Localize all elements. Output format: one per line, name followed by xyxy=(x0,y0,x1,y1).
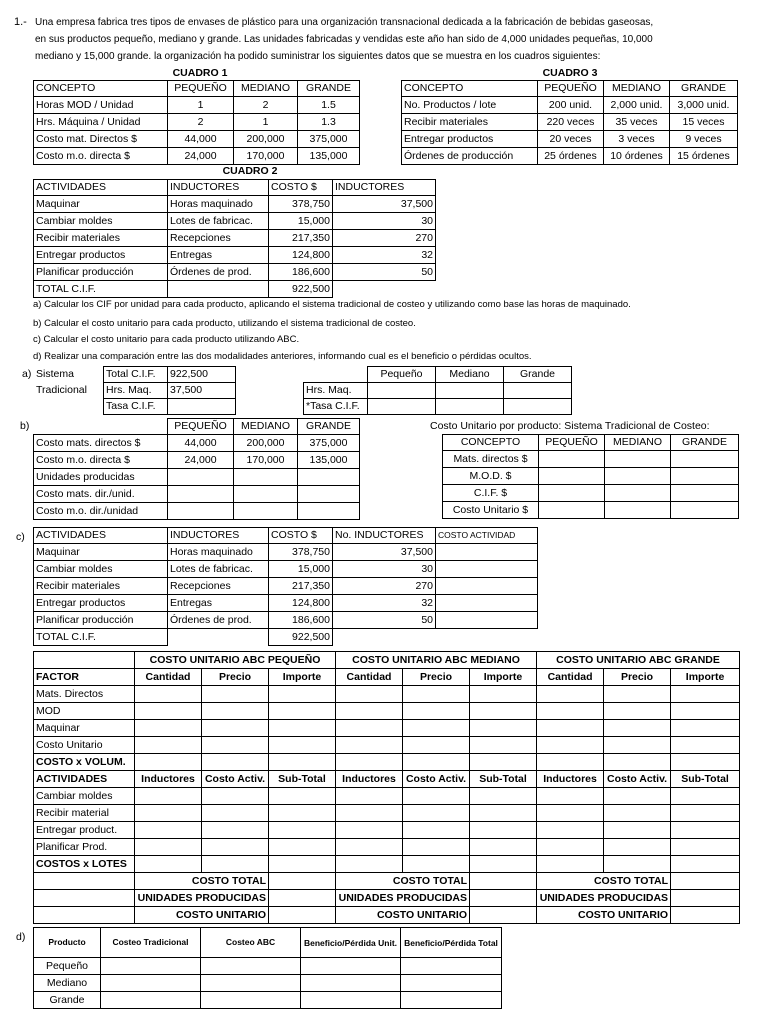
part-a-right-table xyxy=(303,366,572,415)
cell: No. Productos / lote xyxy=(402,97,538,114)
header-cell: Precio xyxy=(403,669,470,686)
table-row xyxy=(34,264,436,281)
header-cell: Costeo ABC xyxy=(201,928,301,958)
header-cell: COSTO $ xyxy=(269,180,333,196)
table-row xyxy=(402,114,738,131)
cell: Planificar producción xyxy=(34,264,168,281)
cell: 3,000 unid. xyxy=(670,97,738,114)
header-cell: No. INDUCTORES xyxy=(333,528,436,544)
table-header xyxy=(34,528,538,544)
table-row xyxy=(34,992,502,1009)
cell: 32 xyxy=(333,595,436,612)
problem-number: 1.- xyxy=(14,16,27,28)
header-cell: COSTO UNITARIO ABC GRANDE xyxy=(537,652,740,669)
abc-cost-table xyxy=(33,651,740,924)
cell: 32 xyxy=(333,247,436,264)
table-row xyxy=(34,213,436,230)
cell: Entregar productos xyxy=(34,247,168,264)
cuadro2-table xyxy=(33,179,436,298)
table-row xyxy=(34,230,436,247)
header-cell: INDUCTORES xyxy=(168,528,269,544)
problem-statement xyxy=(14,14,754,65)
table-row xyxy=(34,578,538,595)
total-row xyxy=(34,873,740,890)
table-row xyxy=(104,399,236,415)
cell: 3 veces xyxy=(604,131,670,148)
cell: Entregar productos xyxy=(402,131,538,148)
part-d-label: d) xyxy=(16,931,26,943)
cuadro3-title: CUADRO 3 xyxy=(542,67,598,79)
cuadro1-table xyxy=(33,80,360,165)
header-cell: PEQUEÑO xyxy=(168,81,234,97)
cell: Entregar product. xyxy=(34,822,135,839)
cell: Maquinar xyxy=(34,720,135,737)
cell: M.O.D. $ xyxy=(443,468,539,485)
cell: Horas maquinado xyxy=(168,196,269,213)
cell: C.I.F. $ xyxy=(443,485,539,502)
header-cell: Importe xyxy=(671,669,740,686)
cell: 2,000 unid. xyxy=(604,97,670,114)
cell: 37,500 xyxy=(333,544,436,561)
cell: 375,000 xyxy=(298,131,360,148)
cell: Total C.I.F. xyxy=(104,367,168,383)
cell: Mediano xyxy=(34,975,101,992)
cell: 170,000 xyxy=(234,148,298,165)
part-a-table xyxy=(103,366,236,415)
table-row xyxy=(443,502,739,519)
cell xyxy=(168,399,236,415)
cell: TOTAL C.I.F. xyxy=(34,281,168,298)
cell: Costo Unitario $ xyxy=(443,502,539,519)
table-row xyxy=(34,196,436,213)
cell: Recepciones xyxy=(168,230,269,247)
cell: 24,000 xyxy=(168,148,234,165)
header-cell: MEDIANO xyxy=(234,419,298,435)
header-cell: GRANDE xyxy=(671,435,739,451)
cell: Hrs. Maq. xyxy=(304,383,368,399)
part-a-label: a) xyxy=(22,368,32,380)
table-row xyxy=(34,469,360,486)
header-cell: PEQUEÑO xyxy=(168,419,234,435)
cell: 170,000 xyxy=(234,452,298,469)
cell: Costo m.o. directa $ xyxy=(34,452,168,469)
table-row xyxy=(402,131,738,148)
cell xyxy=(333,281,436,298)
cell: 922,500 xyxy=(168,367,236,383)
cell: 124,800 xyxy=(269,595,333,612)
cell: Hrs. Máquina / Unidad xyxy=(34,114,168,131)
table-row xyxy=(34,114,360,131)
cell: COSTO TOTAL xyxy=(537,873,671,890)
cell xyxy=(34,419,168,435)
cell: Costo m.o. directa $ xyxy=(34,148,168,165)
cell: 124,800 xyxy=(269,247,333,264)
cell: 375,000 xyxy=(298,435,360,452)
cell: COSTO TOTAL xyxy=(135,873,269,890)
header-cell: Inductores xyxy=(336,771,403,788)
cell: 50 xyxy=(333,264,436,281)
cell: 220 veces xyxy=(538,114,604,131)
part-c-label: c) xyxy=(16,531,25,543)
part-b-right-table xyxy=(442,434,739,519)
cell: 1.5 xyxy=(298,97,360,114)
header-cell: Sub-Total xyxy=(671,771,740,788)
problem-line: Una empresa fabrica tres tipos de envases de plástico para una organización transnacional dedicada a la fabricación de bebidas gaseosas, xyxy=(35,17,654,28)
problem-line: mediano y 15,000 grande. la organización ha podido suministrar los siguientes datos que se muestra en los cuadros siguientes: xyxy=(35,51,601,62)
cell: Órdenes de prod. xyxy=(168,264,269,281)
question-c: c) Calcular el costo unitario para cada producto utilizando ABC. xyxy=(33,334,300,345)
header-cell: GRANDE xyxy=(298,419,360,435)
table-header xyxy=(402,81,738,97)
cell: 9 veces xyxy=(670,131,738,148)
table-row xyxy=(34,686,740,703)
table-header xyxy=(34,928,502,958)
cell: Cambiar moldes xyxy=(34,213,168,230)
cell: 2 xyxy=(168,114,234,131)
cell: Mats. Directos xyxy=(34,686,135,703)
cell: Unidades producidas xyxy=(34,469,168,486)
cell: Entregar productos xyxy=(34,595,168,612)
header-cell: Inductores xyxy=(135,771,202,788)
header-cell: MEDIANO xyxy=(605,435,671,451)
table-row xyxy=(34,788,740,805)
cell: 24,000 xyxy=(168,452,234,469)
cuadro2-title: CUADRO 2 xyxy=(222,165,278,177)
table-row xyxy=(34,703,740,720)
cuadro1-title: CUADRO 1 xyxy=(172,67,228,79)
header-cell: Inductores xyxy=(537,771,604,788)
header-cell: PEQUEÑO xyxy=(538,81,604,97)
table-header xyxy=(34,180,436,196)
header-cell: CONCEPTO xyxy=(34,81,168,97)
cell: Planificar producción xyxy=(34,612,168,629)
cell: 217,350 xyxy=(269,230,333,247)
cell: UNIDADES PRODUCIDAS xyxy=(537,890,671,907)
header-cell: Precio xyxy=(202,669,269,686)
cell: 2 xyxy=(234,97,298,114)
cell: 37,500 xyxy=(168,383,236,399)
header-cell: PEQUEÑO xyxy=(539,435,605,451)
header-cell: CONCEPTO xyxy=(402,81,538,97)
header-cell: Importe xyxy=(470,669,537,686)
header-cell: COSTO ACTIVIDAD xyxy=(436,528,538,544)
header-cell: Cantidad xyxy=(537,669,604,686)
cell: 270 xyxy=(333,578,436,595)
table-row xyxy=(34,958,502,975)
cell: COSTO UNITARIO xyxy=(336,907,470,924)
header-cell: Sub-Total xyxy=(269,771,336,788)
table-row xyxy=(104,383,236,399)
table-row xyxy=(34,737,740,754)
cell: Mats. directos $ xyxy=(443,451,539,468)
cell: Tasa C.I.F. xyxy=(104,399,168,415)
cell: COSTO x VOLUM. xyxy=(34,754,135,771)
header-cell: Producto xyxy=(34,928,101,958)
cell: Recepciones xyxy=(168,578,269,595)
question-a: a) Calcular los CIF por unidad para cada producto, aplicando el sistema tradicional de costeo y utilizando como base las horas de maquinado. xyxy=(33,299,631,310)
header-cell: Costeo Tradicional xyxy=(101,928,201,958)
total-row xyxy=(34,890,740,907)
cell: Órdenes de prod. xyxy=(168,612,269,629)
header-cell: ACTIVIDADES xyxy=(34,771,135,788)
abc-sub-header xyxy=(34,771,740,788)
header-cell: Pequeño xyxy=(368,367,436,383)
table-row xyxy=(34,131,360,148)
cell: Horas MOD / Unidad xyxy=(34,97,168,114)
cell: 135,000 xyxy=(298,148,360,165)
table-header xyxy=(34,419,360,435)
header-cell: Cantidad xyxy=(135,669,202,686)
header-cell: ACTIVIDADES xyxy=(34,528,168,544)
table-row xyxy=(34,754,740,771)
table-row xyxy=(34,595,538,612)
cell: 135,000 xyxy=(298,452,360,469)
cell: Horas maquinado xyxy=(168,544,269,561)
header-cell: CONCEPTO xyxy=(443,435,539,451)
header-cell: GRANDE xyxy=(670,81,738,97)
table-row xyxy=(34,561,538,578)
table-row xyxy=(402,148,738,165)
cell: MOD xyxy=(34,703,135,720)
cell: Lotes de fabricac. xyxy=(168,213,269,230)
header-cell: Importe xyxy=(269,669,336,686)
header-cell: INDUCTORES xyxy=(168,180,269,196)
cell: 186,600 xyxy=(269,612,333,629)
cell: Hrs. Maq. xyxy=(104,383,168,399)
table-row xyxy=(34,544,538,561)
table-row xyxy=(34,148,360,165)
cell: 378,750 xyxy=(269,544,333,561)
table-row xyxy=(34,612,538,629)
cell: 200,000 xyxy=(234,435,298,452)
cell: 1.3 xyxy=(298,114,360,131)
cell xyxy=(168,281,269,298)
table-row xyxy=(402,97,738,114)
cell: Costo m.o. dir./unidad xyxy=(34,503,168,520)
cell xyxy=(304,367,368,383)
abc-group-header xyxy=(34,652,740,669)
table-row xyxy=(34,629,538,646)
cell: TOTAL C.I.F. xyxy=(34,629,168,646)
table-row xyxy=(34,975,502,992)
header-cell: INDUCTORES xyxy=(333,180,436,196)
header-cell: Sub-Total xyxy=(470,771,537,788)
cell: COSTO TOTAL xyxy=(336,873,470,890)
part-a-tradicional: Tradicional xyxy=(36,384,87,396)
header-cell: Beneficio/Pérdida Unit. xyxy=(301,928,401,958)
header-cell: Costo Activ. xyxy=(604,771,671,788)
header-cell: MEDIANO xyxy=(604,81,670,97)
problem-line: en sus productos pequeño, mediano y grande. Las unidades fabricadas y vendidas este año han sido de 4,000 unidades pequeñas, 10,000 xyxy=(35,34,653,45)
cell: 37,500 xyxy=(333,196,436,213)
abc-sub-header xyxy=(34,669,740,686)
cell: 1 xyxy=(234,114,298,131)
cell: Recibir materiales xyxy=(402,114,538,131)
cell: 922,500 xyxy=(269,281,333,298)
header-cell: FACTOR xyxy=(34,669,135,686)
cell: Grande xyxy=(34,992,101,1009)
table-row xyxy=(443,485,739,502)
cell: COSTOS x LOTES xyxy=(34,856,135,873)
cell: 44,000 xyxy=(168,435,234,452)
cell: UNIDADES PRODUCIDAS xyxy=(336,890,470,907)
table-header xyxy=(443,435,739,451)
cell: COSTO UNITARIO xyxy=(135,907,269,924)
header-cell: Precio xyxy=(604,669,671,686)
cell: 15 veces xyxy=(670,114,738,131)
cell: 922,500 xyxy=(269,629,333,646)
table-row xyxy=(34,720,740,737)
table-row xyxy=(34,503,360,520)
cell: 44,000 xyxy=(168,131,234,148)
cell: 270 xyxy=(333,230,436,247)
cell: Cambiar moldes xyxy=(34,561,168,578)
cell: 200 unid. xyxy=(538,97,604,114)
total-row xyxy=(34,907,740,924)
table-row xyxy=(34,97,360,114)
part-d-table xyxy=(33,927,502,1009)
header-cell: COSTO UNITARIO ABC PEQUEÑO xyxy=(135,652,336,669)
cell: 200,000 xyxy=(234,131,298,148)
cell: Entregas xyxy=(168,595,269,612)
cell: Costo mat. Directos $ xyxy=(34,131,168,148)
cell: 10 órdenes xyxy=(604,148,670,165)
table-row xyxy=(34,281,436,298)
cell: Órdenes de producción xyxy=(402,148,538,165)
table-row xyxy=(104,367,236,383)
cell: Costo mats. dir./unid. xyxy=(34,486,168,503)
table-header xyxy=(34,81,360,97)
table-header xyxy=(304,367,572,383)
table-row xyxy=(304,399,572,415)
cell: 15,000 xyxy=(269,561,333,578)
cell: 30 xyxy=(333,561,436,578)
cell: 30 xyxy=(333,213,436,230)
header-cell: Beneficio/Pérdida Total xyxy=(401,928,502,958)
cell: 50 xyxy=(333,612,436,629)
table-row xyxy=(304,383,572,399)
cell: Recibir materiales xyxy=(34,230,168,247)
table-row xyxy=(34,805,740,822)
cell: 186,600 xyxy=(269,264,333,281)
cell: 378,750 xyxy=(269,196,333,213)
part-b-right-title: Costo Unitario por producto: Sistema Tradicional de Costeo: xyxy=(430,420,710,432)
table-row xyxy=(34,822,740,839)
cuadro3-table xyxy=(401,80,738,165)
table-row xyxy=(34,856,740,873)
part-b-table xyxy=(33,418,360,520)
header-cell: COSTO $ xyxy=(269,528,333,544)
table-row xyxy=(443,468,739,485)
cell: 25 órdenes xyxy=(538,148,604,165)
header-cell: Costo Activ. xyxy=(202,771,269,788)
cell: Recibir materiales xyxy=(34,578,168,595)
cell: 35 veces xyxy=(604,114,670,131)
cell: Maquinar xyxy=(34,544,168,561)
cell: 15,000 xyxy=(269,213,333,230)
header-cell: ACTIVIDADES xyxy=(34,180,168,196)
header-cell: Costo Activ. xyxy=(403,771,470,788)
table-row xyxy=(34,839,740,856)
cell: 20 veces xyxy=(538,131,604,148)
header-cell: MEDIANO xyxy=(234,81,298,97)
question-b: b) Calcular el costo unitario para cada producto, utilizando el sistema tradicional de costeo. xyxy=(33,318,416,329)
cell: Costo mats. directos $ xyxy=(34,435,168,452)
cell: Entregas xyxy=(168,247,269,264)
cell: Pequeño xyxy=(34,958,101,975)
cell: COSTO UNITARIO xyxy=(537,907,671,924)
header-cell: COSTO UNITARIO ABC MEDIANO xyxy=(336,652,537,669)
table-row xyxy=(443,451,739,468)
cell: 1 xyxy=(168,97,234,114)
question-d: d) Realizar una comparación entre las dos modalidades anteriores, informando cual es el beneficio o pérdidas ocultos. xyxy=(33,351,532,362)
part-a-sistema: Sistema xyxy=(36,368,74,380)
cell: Costo Unitario xyxy=(34,737,135,754)
cell: Cambiar moldes xyxy=(34,788,135,805)
part-b-label: b) xyxy=(20,420,30,432)
cell: Maquinar xyxy=(34,196,168,213)
table-row xyxy=(34,486,360,503)
header-cell: Mediano xyxy=(436,367,504,383)
header-cell: Cantidad xyxy=(336,669,403,686)
header-cell: GRANDE xyxy=(298,81,360,97)
cell: 15 órdenes xyxy=(670,148,738,165)
cell: Lotes de fabricac. xyxy=(168,561,269,578)
table-row xyxy=(34,247,436,264)
cell: *Tasa C.I.F. xyxy=(304,399,368,415)
cell: Planificar Prod. xyxy=(34,839,135,856)
cell: Recibir material xyxy=(34,805,135,822)
cell: UNIDADES PRODUCIDAS xyxy=(135,890,269,907)
cell: 217,350 xyxy=(269,578,333,595)
table-row xyxy=(34,435,360,452)
header-cell: Grande xyxy=(504,367,572,383)
part-c-table xyxy=(33,527,538,646)
table-row xyxy=(34,452,360,469)
